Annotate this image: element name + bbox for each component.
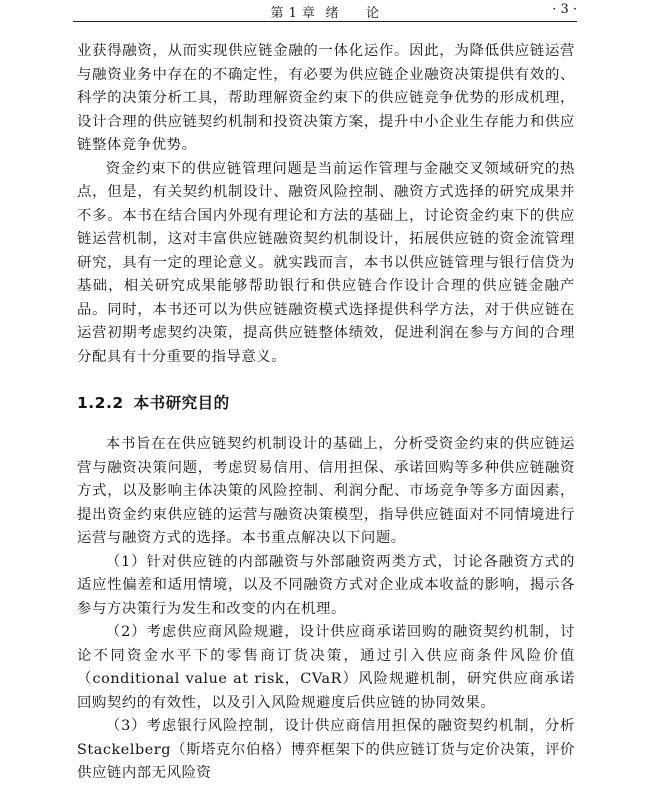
running-header	[73, 0, 577, 22]
list-item-paragraph: （1）针对供应链的内部融资与外部融资两类方式，讨论各融资方式的适应性偏差和适用情境，以及不同融资方式对企业成本收益的影响，揭示各参与方决策行为发生和改变的内在机理。	[77, 553, 575, 617]
paragraph-continued: 业获得融资，从而实现供应链金融的一体化运作。因此，为降低供应链运营与融资业务中存在的不确定性，有必要为供应链企业融资决策提供有效的、科学的决策分析工具，帮助理解资金约束下的供应链竞争优势的形成机理，设计合理的供应链契约机制和投资决策方案，提升中小企业生存能力和供应链整体竞争优势。	[77, 43, 575, 153]
list-item-paragraph: （3）考虑银行风险控制，设计供应商信用担保的融资契约机制，分析 Stackelberg（斯塔克尔伯格）博弈框架下的供应链订货与定价决策，评价供应链内部无风险资	[77, 718, 575, 781]
page-number: · 3 ·	[552, 2, 577, 17]
header-rule	[73, 21, 577, 22]
paragraph: 本书旨在在供应链契约机制设计的基础上，分析受资金约束的供应链运营与融资决策问题，考虑贸易信用、信用担保、承诺回购等多种供应链融资方式，以及影响主体决策的风险控制、利润分配、市场竞争等多方面因素，提出资金约束供应链的运营与融资决策模型，指导供应链面对不同情境进行运营与融资方式的选择。本书重点解决以下问题。	[77, 436, 575, 546]
section-heading	[77, 391, 575, 413]
section-number: 1.2.2	[77, 394, 124, 412]
running-header-title	[73, 2, 577, 21]
list-item-paragraph: （2）考虑供应商风险规避，设计供应商承诺回购的融资契约机制，讨论不同资金水平下的零售商订货决策，通过引入供应商条件风险价值（conditional value at risk，CVaR）风险规避机制，研究供应商承诺回购契约的有效性，以及引入风险规避度后供应链的协同效果。	[77, 624, 575, 711]
section-title: 本书研究目的	[133, 394, 230, 412]
chapter-number: 第 1 章	[270, 6, 316, 21]
chapter-title: 绪 论	[325, 6, 380, 21]
body-text	[77, 40, 575, 786]
paragraph: 资金约束下的供应链管理问题是当前运作管理与金融交叉领域研究的热点，但是，有关契约机制设计、融资风险控制、融资方式选择的研究成果并不多。本书在结合国内外现有理论和方法的基础上，讨论资金约束下的供应链运营机制，这对丰富供应链融资契约机制设计，拓展供应链的资金流管理研究，具有一定的理论意义。就实践而言，本书以供应链管理与银行信贷为基础，相关研究成果能够帮助银行和供应链合作设计合理的供应链金融产品。同时，本书还可以为供应链融资模式选择提供科学方法，对于供应链在运营初期考虑契约决策，提高供应链整体绩效，促进利润在参与方间的合理分配具有十分重要的指导意义。	[77, 160, 575, 365]
